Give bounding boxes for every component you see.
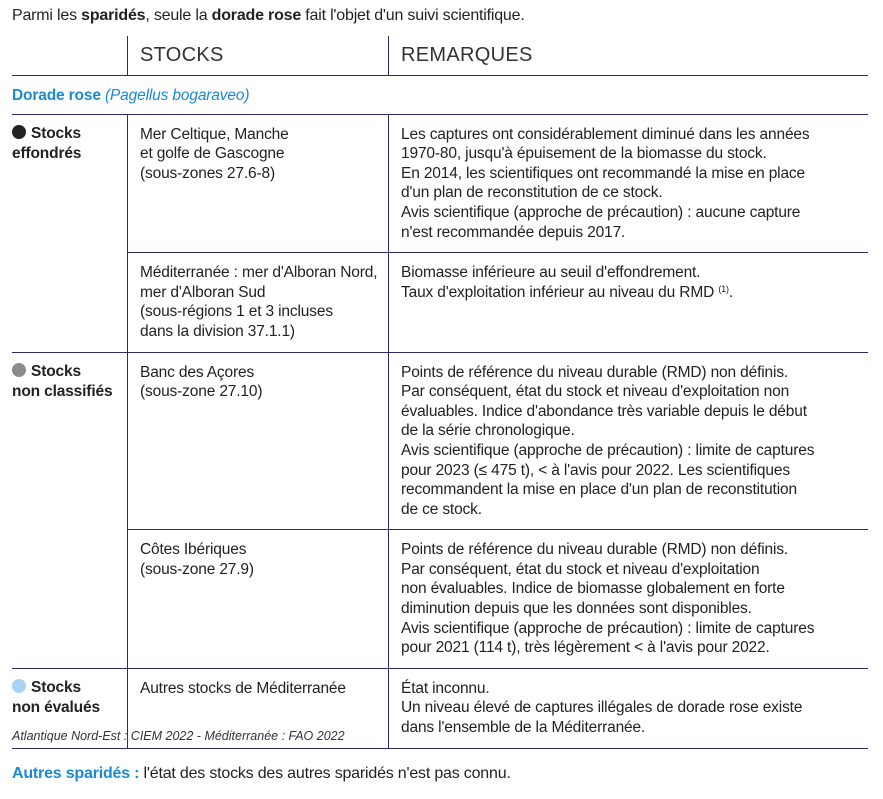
remark-line: évaluables. Indice d'abondance très variable depuis le début: [401, 402, 807, 420]
table-row: [12, 253, 868, 352]
intro-bold-sparides: sparidés: [81, 7, 146, 24]
stock-line: Mer Celtique, Manche: [140, 125, 289, 143]
remark-line: n'est recommandée depuis 2017.: [401, 223, 626, 241]
remark-line: pour 2021 (114 t), très légèrement < à l'avis pour 2022.: [401, 639, 770, 657]
footer-note: [12, 765, 511, 783]
remark-line: État inconnu.: [401, 679, 490, 697]
remark-line: [401, 283, 860, 303]
table-row: [12, 114, 868, 253]
remark-line: Biomasse inférieure au seuil d'effondrement.: [401, 264, 701, 282]
status-dot-icon: [12, 125, 26, 139]
table-row: [12, 352, 868, 530]
stock-line: mer d'Alboran Sud: [140, 283, 266, 301]
header-status-empty: [12, 36, 128, 76]
remark-line: Points de référence du niveau durable (RMD) non définis.: [401, 541, 789, 559]
species-common-name: Dorade rose: [12, 87, 101, 104]
stock-line: Côtes Ibériques: [140, 541, 247, 559]
remark-line: diminution depuis que les données sont disponibles.: [401, 600, 752, 618]
remark-line: dans l'ensemble de la Méditerranée.: [401, 719, 646, 737]
species-row: [12, 76, 868, 115]
remark-cell: [389, 530, 869, 669]
remark-line: Avis scientifique (approche de précaution) : limite de captures: [401, 619, 815, 637]
source-note: Atlantique Nord-Est : CIEM 2022 - Méditerranée : FAO 2022: [12, 729, 345, 743]
remark-line: recommandent la mise en place d'un plan de reconstitution: [401, 481, 797, 499]
remark-line: d'un plan de reconstitution de ce stock.: [401, 184, 663, 202]
header-stocks: STOCKS: [128, 36, 389, 76]
remark-line: Points de référence du niveau durable (RMD) non définis.: [401, 363, 789, 381]
status-dot-icon: [12, 679, 26, 693]
status-label-line1: Stocks: [31, 362, 81, 380]
remark-line: de la série chronologique.: [401, 422, 575, 440]
intro-bold-dorade: dorade rose: [211, 7, 302, 24]
header-remarques: REMARQUES: [389, 36, 869, 76]
footnote-ref: (1): [718, 283, 729, 294]
status-label-line2: non classifiés: [12, 382, 113, 400]
stock-line: Autres stocks de Méditerranée: [140, 679, 346, 697]
species-scientific-name: (Pagellus bogaraveo): [104, 87, 250, 104]
remark-line: Avis scientifique (approche de précaution) : limite de captures: [401, 441, 815, 459]
stock-line: (sous-régions 1 et 3 incluses: [140, 303, 333, 321]
stock-cell: [128, 114, 389, 253]
remark-line: non évaluables. Indice de biomasse globalement en forte: [401, 580, 785, 598]
status-label-line2: effondrés: [12, 144, 82, 162]
stock-cell: [128, 253, 389, 352]
remark-line: pour 2023 (≤ 475 t), < à l'avis pour 2022. Les scientifiques: [401, 461, 790, 479]
stock-cell: [128, 530, 389, 669]
remark-line: Avis scientifique (approche de précaution) : aucune capture: [401, 203, 801, 221]
remark-cell: [389, 352, 869, 530]
stocks-table: [12, 36, 868, 749]
stock-line: Méditerranée : mer d'Alboran Nord,: [140, 264, 378, 282]
footer-text: l'état des stocks des autres sparidés n'est pas connu.: [139, 765, 511, 782]
status-label-line1: Stocks: [31, 678, 81, 696]
remark-period: .: [728, 283, 734, 301]
remark-line: Par conséquent, état du stock et niveau d'exploitation: [401, 560, 760, 578]
stock-line: et golfe de Gascogne: [140, 145, 285, 163]
status-dot-icon: [12, 363, 26, 377]
remark-cell: [389, 114, 869, 253]
remark-text: Taux d'exploitation inférieur au niveau du RMD: [401, 283, 715, 301]
remark-line: Par conséquent, état du stock et niveau d'exploitation non: [401, 383, 790, 401]
status-label-line2: non évalués: [12, 698, 100, 716]
remark-line: Les captures ont considérablement diminué dans les années: [401, 125, 810, 143]
remark-line: de ce stock.: [401, 500, 482, 518]
stock-line: (sous-zones 27.6-8): [140, 164, 275, 182]
intro-part1: Parmi les: [12, 7, 82, 24]
stock-line: (sous-zone 27.9): [140, 560, 254, 578]
status-cell-non-classifies: [12, 352, 128, 668]
species-label: [12, 76, 868, 115]
remark-line: Un niveau élevé de captures illégales de dorade rose existe: [401, 699, 803, 717]
footer-label: Autres sparidés :: [12, 765, 140, 782]
status-label-line1: Stocks: [31, 124, 81, 142]
intro-part2: , seule la: [145, 7, 212, 24]
stock-cell: [128, 352, 389, 530]
intro-part3: fait l'objet d'un suivi scientifique.: [301, 7, 525, 24]
remark-line: 1970-80, jusqu'à épuisement de la biomasse du stock.: [401, 145, 767, 163]
remark-cell: [389, 668, 869, 748]
remark-cell: [389, 253, 869, 352]
stock-line: dans la division 37.1.1): [140, 322, 295, 340]
header-row: [12, 36, 868, 76]
intro-sentence: [12, 7, 525, 25]
status-cell-effondres: [12, 114, 128, 352]
remark-line: En 2014, les scientifiques ont recommandé la mise en place: [401, 164, 806, 182]
table-row: [12, 530, 868, 669]
stock-line: Banc des Açores: [140, 363, 255, 381]
stock-line: (sous-zone 27.10): [140, 383, 263, 401]
